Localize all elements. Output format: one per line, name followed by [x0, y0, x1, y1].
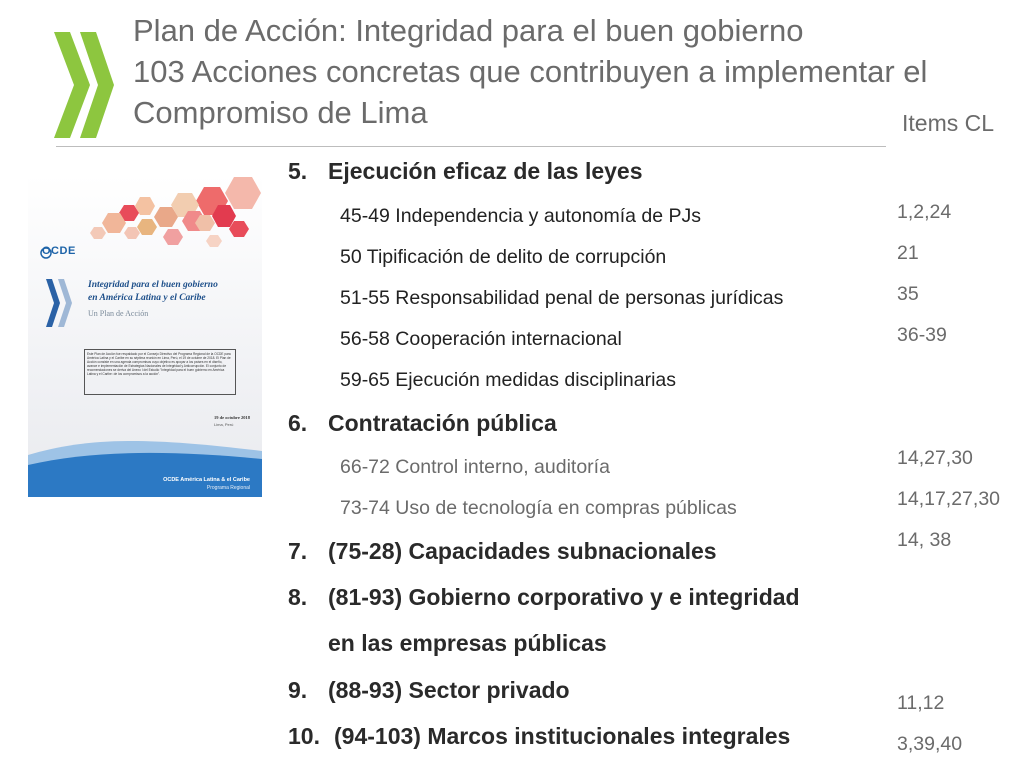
section-heading [288, 538, 717, 565]
section-heading [288, 584, 800, 611]
subitem: 50 Tipificación de delito de corrupción [340, 246, 667, 268]
cover-title [88, 279, 256, 305]
chevron-logo-icon [48, 30, 114, 140]
items-cl-value: 21 [897, 242, 919, 264]
cover-subtitle: Un Plan de Acción [88, 309, 149, 318]
section-heading [288, 410, 557, 437]
cover-footer-org: OCDE América Latina & el Caribe [163, 477, 250, 483]
items-cl-value: 35 [897, 283, 919, 305]
section-label: Contratación pública [328, 410, 557, 436]
subitem: 45-49 Independencia y autonomía de PJs [340, 205, 702, 227]
cover-title-line-2: en América Latina y el Caribe [88, 293, 206, 303]
section-number: 9. [288, 677, 308, 703]
items-cl-header: Items CL [902, 110, 995, 136]
items-cl-value: 3,39,40 [897, 733, 963, 755]
section-number: 5. [288, 158, 308, 184]
report-cover-image [28, 175, 262, 497]
cover-footer-program: Programa Regional [206, 485, 250, 491]
section-label: (75-28) Capacidades subnacionales [328, 538, 717, 564]
section-heading-continuation [288, 630, 607, 657]
title-line-1: Plan de Acción: Integridad para el buen gobierno [133, 13, 804, 48]
cover-place: Lima, Perú [214, 422, 234, 427]
section-number: 6. [288, 410, 308, 436]
title-line-3: Compromiso de Lima [133, 95, 428, 130]
section-label: (94-103) Marcos institucionales integrales [334, 723, 791, 749]
items-cl-value: 1,2,24 [897, 201, 952, 223]
section-number: 7. [288, 538, 308, 564]
items-cl-value: 14,27,30 [897, 447, 973, 469]
section-label: (81-93) Gobierno corporativo y e integridad [328, 584, 800, 610]
hexagon-decoration [28, 175, 262, 497]
subitem: 51-55 Responsabilidad penal de personas jurídicas [340, 287, 784, 309]
title-line-2: 103 Acciones concretas que contribuyen a implementar el [133, 54, 928, 89]
section-number: 8. [288, 584, 308, 610]
title-divider [56, 146, 886, 147]
section-label: Ejecución eficaz de las leyes [328, 158, 643, 184]
section-label: en las empresas públicas [328, 630, 607, 656]
cover-title-line-1: Integridad para el buen gobierno [88, 280, 218, 290]
subitem: 73-74 Uso de tecnología en compras públicas [340, 497, 737, 519]
items-cl-value: 14,17,27,30 [897, 488, 1001, 510]
items-cl-value: 11,12 [897, 692, 945, 714]
cover-org-logo: OCDE [42, 245, 76, 257]
section-heading [288, 723, 790, 750]
items-cl-value: 14, 38 [897, 529, 952, 551]
section-heading [288, 158, 643, 185]
items-cl-value: 36-39 [897, 324, 947, 346]
subitem: 66-72 Control interno, auditoría [340, 456, 610, 478]
cover-date: 19 de octubre 2018 [214, 415, 251, 420]
section-heading [288, 677, 570, 704]
subitem: 56-58 Cooperación internacional [340, 328, 622, 350]
section-label: (88-93) Sector privado [328, 677, 570, 703]
cover-text-box: Este Plan de Acción fue respaldado por el Consejo Directivo del Programa Regional de la OCDE para América Latina y el Caribe en su séptima reunión en Lima, Perú, el 19 de octubre de 2018. El Plan de Acción consiste en una agenda compromisos cuyo objetivo es apoyar a los países en el diseño, avance e implementación de Estrategias Nacionales de Integridad y Anticorrupción. El conjunto de recomendaciones se deriva del Anexo I del Estudio "Integridad para el buen gobierno en América Latina y el Caribe: de los compromisos a la acción". [84, 349, 236, 395]
section-number: 10. [288, 723, 320, 749]
subitem: 59-65 Ejecución medidas disciplinarias [340, 369, 677, 391]
page-title [133, 10, 1023, 133]
